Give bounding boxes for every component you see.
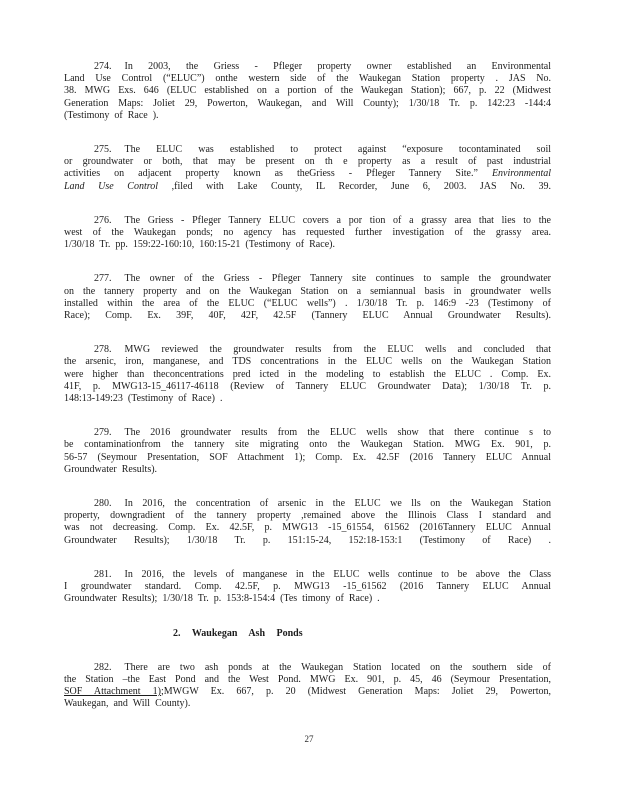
paragraph-280 [64,498,551,547]
text-segment: 56-57 (Seymour Presentation, SOF Attachment 1); Comp. Ex. 42.5F (2016 Tannery ELUC Annual [64,451,551,463]
text-segment: The owner of the Griess - Pfleger Tannery site continues to sample the groundwater [124,273,551,285]
text-line [64,498,551,510]
text-segment: Waukegan, and Will County). [64,698,191,710]
text-segment: on the tannery property and on the Waukegan Station on a semiannual basis in groundwater wells [64,285,551,297]
text-segment: Groundwater Results); 1/30/18 Tr. p. 153:8-154:4 (Tes timony of Race) . [64,593,380,605]
paragraph-number: 275. [94,144,112,156]
paragraph-number: 277. [94,273,112,285]
text-segment: 1/30/18 Tr. pp. 159:22-160:10, 160:15-21 (Testimony of Race). [64,239,335,251]
text-line [64,452,551,464]
text-segment: In 2016, the concentration of arsenic in the ELUC we lls on the Waukegan Station [124,498,551,510]
text-segment: Race); Comp. Ex. 39F, 40F, 42F, 42.5F (Tannery ELUC Annual Groundwater Results). [64,310,551,322]
text-line [64,273,551,285]
paragraph-number: 276. [94,214,112,226]
paragraph-278 [64,344,551,405]
underlined-text: SOF Attachment 1) [64,686,161,698]
text-line [64,356,551,368]
paragraph-276 [64,215,551,252]
text-segment: The 2016 groundwater results from the ELUC wells show that there continue s to [124,427,551,439]
page-number: 27 [304,734,314,744]
paragraph-number: 282. [94,661,112,673]
text-segment: There are two ash ponds at the Waukegan Station located on the southern side of [124,661,551,673]
paragraph-number: 281. [94,568,112,580]
paragraph-number: 278. [94,344,112,356]
text-segment: be contaminationfrom the tannery site migrating onto the Waukegan Station. MWG Ex. 901, p. [64,439,551,451]
text-line [64,239,551,251]
text-line [64,73,551,85]
text-segment: Land Use Control (“ELUC”) onthe western side of the Waukegan Station property . JAS No. [64,73,551,85]
section-heading-waukegan-ash-ponds: 2. Waukegan Ash Ponds [173,627,303,639]
text-line [64,344,551,356]
text-segment: activities on adjacent property known as theGriess - Pfleger Tannery Site.” [64,168,492,180]
text-segment: Groundwater Results). [64,463,158,475]
text-segment: Groundwater Results); 1/30/18 Tr. p. 151:15-24, 152:18-153:1 (Testimony of Race) . [64,534,551,546]
text-segment: Generation Maps: Joliet 29, Powerton, Waukegan, and Will County); 1/30/18 Tr. p. 142:23 -144:4 [64,97,551,109]
text-line [64,674,551,686]
paragraph-number: 279. [94,427,112,439]
text-line [64,286,551,298]
text-segment: installed within the area of the ELUC (“ELUC wells”) . 1/30/18 Tr. p. 146:9 -23 (Testimony of [64,297,551,309]
text-segment: were higher than theconcentrations pred icted in the modeling to establish the ELUC . Comp. Ex. [64,368,551,380]
text-line [64,61,551,73]
paragraph-279 [64,427,551,476]
text-segment: or groundwater or both, that may be present on th e property as a result of past industrial [64,156,551,168]
text-segment: (Testimony of Race ). [64,109,159,121]
text-line [64,85,551,97]
text-line [64,298,551,310]
text-block [64,61,551,733]
text-line [64,698,551,710]
paragraph-number: 274. [94,61,112,72]
text-segment: The ELUC was established to protect against “exposure tocontaminated soil [124,144,551,156]
text-segment: 148:13-149:23 (Testimony of Race) . [64,393,223,405]
text-line [64,381,551,393]
text-line [64,593,551,605]
text-line [64,581,551,593]
text-line [64,144,551,156]
paragraph-274 [64,61,551,122]
text-segment: 41F, p. MWG13-15_46117-46118 (Review of Tannery ELUC Groundwater Data); 1/30/18 Tr. p. [64,380,551,392]
paragraph-275 [64,144,551,193]
text-line [64,662,551,674]
paragraph-281 [64,569,551,606]
text-segment: was not decreasing. Comp. Ex. 42.5F, p. MWG13 -15_61554, 61562 (2016Tannery ELUC Annual [64,522,551,534]
text-line [64,464,551,476]
text-line [64,215,551,227]
text-segment: In 2016, the levels of manganese in the ELUC wells continue to be above the Class [124,568,551,580]
text-line [64,510,551,522]
text-line [64,110,551,122]
text-segment: the Station –the East Pond and the West Pond. MWG Ex. 901, p. 45, 46 (Seymour Presentation, [64,673,551,685]
text-line [64,181,551,193]
text-line [64,427,551,439]
text-line [64,369,551,381]
text-segment: ;MWGW Ex. 667, p. 20 (Midwest Generation Maps: Joliet 29, Powerton, [160,686,551,698]
text-segment: ,filed with Lake County, IL Recorder, June 6, 2003. JAS No. 39. [158,180,551,192]
text-line [64,569,551,581]
paragraph-number: 280. [94,498,112,510]
text-line [64,310,551,322]
text-segment: the arsenic, iron, manganese, and TDS concentrations in the ELUC wells on the Waukegan Station [64,356,551,368]
italic-citation-text: Land Use Control [64,180,159,192]
paragraph-282 [64,662,551,711]
text-line [64,522,551,534]
text-segment: west of the Waukegan ponds; no agency has requested further investigation of the grassy area. [64,227,551,239]
text-line [64,168,551,180]
text-segment: In 2003, the Griess - Pfleger property owner established an Environmental [124,61,551,72]
text-segment: MWG reviewed the groundwater results from the ELUC wells and concluded that [124,344,551,356]
text-segment: The Griess - Pfleger Tannery ELUC covers a por tion of a grassy area that lies to the [124,214,551,226]
text-segment: 38. MWG Exs. 646 (ELUC established on a portion of the Waukegan Station); 667, p. 22 (Midwest [64,85,551,97]
text-segment: property, downgradient of the tannery property ,remained above the Illinois Class I standard and [64,510,551,522]
text-line [64,439,551,451]
text-line [64,686,551,698]
text-line [64,535,551,547]
text-line [64,393,551,405]
paragraph-277 [64,273,551,322]
text-segment: I groundwater standard. Comp. 42.5F, p. MWG13 -15_61562 (2016 Tannery ELUC Annual [64,581,551,593]
text-line [64,227,551,239]
text-line [64,98,551,110]
italic-citation-text: Environmental [491,168,551,180]
text-line [64,156,551,168]
